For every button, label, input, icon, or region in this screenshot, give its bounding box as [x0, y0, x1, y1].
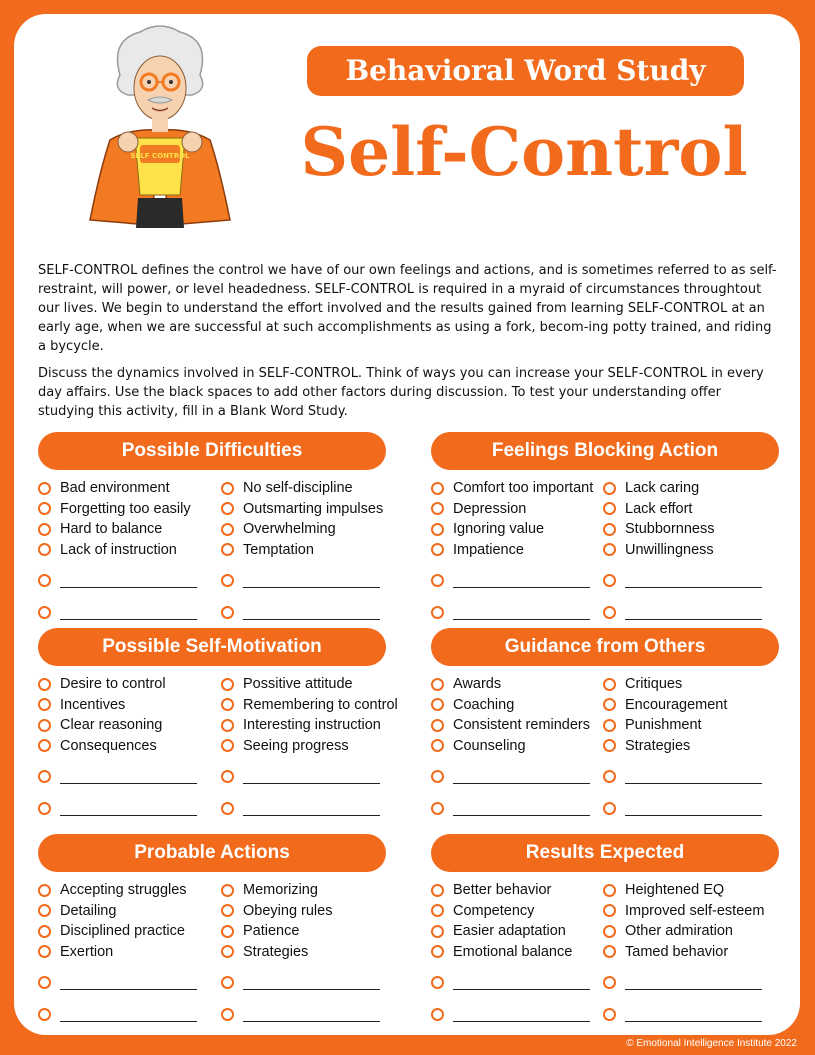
blank-entry[interactable] — [38, 976, 197, 990]
checkbox-circle-icon[interactable] — [38, 678, 51, 691]
checklist-item-label: Forgetting too easily — [60, 500, 191, 517]
checklist-item[interactable] — [431, 736, 590, 757]
section-header: Feelings Blocking Action — [431, 432, 779, 470]
checklist-item[interactable] — [38, 519, 191, 540]
checklist-item[interactable] — [431, 499, 593, 520]
checkbox-circle-icon[interactable] — [38, 543, 51, 556]
checklist-item[interactable] — [603, 736, 727, 757]
checklist-item-label: Lack effort — [625, 500, 693, 517]
blank-entry[interactable] — [221, 770, 380, 784]
checklist — [38, 674, 398, 764]
checkbox-circle-icon[interactable] — [221, 482, 234, 495]
section-header: Probable Actions — [38, 834, 386, 872]
checklist-item-label: Clear reasoning — [60, 717, 163, 734]
checkbox-circle-icon[interactable] — [221, 678, 234, 691]
checklist-item[interactable] — [603, 674, 727, 695]
checkbox-circle-icon[interactable] — [38, 523, 51, 536]
checkbox-circle-icon[interactable] — [431, 802, 444, 815]
checklist-item-label: No self-discipline — [243, 480, 353, 497]
blank-entry[interactable] — [221, 976, 380, 990]
blank-entry[interactable] — [221, 1008, 380, 1022]
blank-entry[interactable] — [221, 802, 380, 816]
checklist-item-label: Encouragement — [625, 696, 728, 713]
checkbox-circle-icon[interactable] — [431, 770, 444, 783]
section-possible-self-motivation — [38, 628, 398, 828]
intro-paragraph-1: SELF-CONTROL defines the control we have of our own feelings and actions, and is sometimes referred to as self-restraint, will power, or level headedness. SELF-CONTROL is required in a myraid of circumstances throughtout our lives. We begin to understand the effort involved and the results gained from learning SELF-CONTROL at an early age, when we are successful at such accomplishments as using a fork, becom-ing potty trained, and riding a bycycle. — [38, 263, 777, 354]
checklist-item[interactable] — [221, 695, 398, 716]
section-header: Possible Self-Motivation — [38, 628, 386, 666]
checklist-item[interactable] — [221, 540, 383, 561]
checklist-item[interactable] — [431, 942, 572, 963]
blank-entry[interactable] — [38, 802, 197, 816]
section-feelings-blocking-action — [431, 432, 779, 632]
checkbox-circle-icon[interactable] — [221, 976, 234, 989]
checklist-item-label: Competency — [453, 902, 535, 919]
checkbox-circle-icon[interactable] — [38, 719, 51, 732]
checklist-item[interactable] — [431, 540, 593, 561]
checkbox-circle-icon[interactable] — [38, 698, 51, 711]
checklist-item[interactable] — [431, 695, 590, 716]
intro-text — [38, 261, 778, 429]
checklist-item-label: Consistent reminders — [453, 717, 590, 734]
blank-entry[interactable] — [38, 1008, 197, 1022]
checkbox-circle-icon[interactable] — [431, 925, 444, 938]
blank-line-field[interactable] — [243, 802, 380, 816]
checklist — [431, 478, 779, 568]
checklist-column-left — [38, 478, 191, 560]
checkbox-circle-icon[interactable] — [603, 1008, 616, 1021]
blank-entry[interactable] — [431, 770, 590, 784]
checkbox-circle-icon[interactable] — [431, 1008, 444, 1021]
blank-line-field[interactable] — [60, 976, 197, 990]
checklist-item-label: Easier adaptation — [453, 923, 566, 940]
blank-entry-row — [431, 1002, 779, 1034]
checkbox-circle-icon[interactable] — [431, 678, 444, 691]
blank-line-field[interactable] — [453, 574, 590, 588]
checkbox-circle-icon[interactable] — [38, 502, 51, 515]
checkbox-circle-icon[interactable] — [221, 1008, 234, 1021]
checklist-item-label: Unwillingness — [625, 541, 714, 558]
checkbox-circle-icon[interactable] — [431, 543, 444, 556]
checklist-item-label: Improved self-esteem — [625, 902, 765, 919]
checklist-item-label: Accepting struggles — [60, 882, 187, 899]
blank-entry[interactable] — [603, 1008, 762, 1022]
blank-line-field[interactable] — [60, 770, 197, 784]
blank-line-field[interactable] — [453, 770, 590, 784]
blank-entry[interactable] — [431, 802, 590, 816]
checklist-item[interactable] — [221, 715, 398, 736]
checklist-item-label: Remembering to control — [243, 696, 398, 713]
checkbox-circle-icon[interactable] — [603, 770, 616, 783]
blank-entry[interactable] — [431, 606, 590, 620]
blank-line-field[interactable] — [625, 976, 762, 990]
checkbox-circle-icon[interactable] — [38, 802, 51, 815]
checklist-item[interactable] — [431, 901, 572, 922]
checkbox-circle-icon[interactable] — [431, 502, 444, 515]
checklist-item-label: Impatience — [453, 541, 524, 558]
blank-line-field[interactable] — [60, 1008, 197, 1022]
checklist-item[interactable] — [603, 499, 714, 520]
blank-line-field[interactable] — [625, 802, 762, 816]
checklist-item[interactable] — [221, 880, 332, 901]
blank-line-field[interactable] — [243, 574, 380, 588]
checkbox-circle-icon[interactable] — [221, 523, 234, 536]
checklist-item[interactable] — [221, 478, 383, 499]
checklist-item-label: Patience — [243, 923, 300, 940]
checklist — [431, 674, 779, 764]
blank-entry[interactable] — [431, 976, 590, 990]
blank-entry[interactable] — [221, 606, 380, 620]
blank-line-field[interactable] — [60, 606, 197, 620]
blank-line-field[interactable] — [243, 1008, 380, 1022]
checklist-item[interactable] — [38, 695, 166, 716]
checkbox-circle-icon[interactable] — [221, 904, 234, 917]
checklist-item-label: Memorizing — [243, 882, 318, 899]
checklist-item[interactable] — [221, 901, 332, 922]
worksheet-page — [14, 14, 800, 1035]
checkbox-circle-icon[interactable] — [431, 482, 444, 495]
checkbox-circle-icon[interactable] — [431, 574, 444, 587]
checklist-item[interactable] — [221, 499, 383, 520]
blank-entry[interactable] — [431, 574, 590, 588]
checklist-column-left — [38, 880, 187, 962]
checklist-item[interactable] — [431, 880, 572, 901]
checkbox-circle-icon[interactable] — [431, 523, 444, 536]
checkbox-circle-icon[interactable] — [431, 976, 444, 989]
checkbox-circle-icon[interactable] — [221, 925, 234, 938]
checklist-item[interactable] — [38, 942, 187, 963]
checkbox-circle-icon[interactable] — [603, 739, 616, 752]
checkbox-circle-icon[interactable] — [221, 502, 234, 515]
checkbox-circle-icon[interactable] — [221, 739, 234, 752]
checklist-column-left — [38, 674, 166, 756]
checklist-item[interactable] — [431, 674, 590, 695]
blank-entry[interactable] — [431, 1008, 590, 1022]
checklist-item-label: Consequences — [60, 737, 157, 754]
checklist-item[interactable] — [603, 519, 714, 540]
checklist-item-label: Incentives — [60, 696, 126, 713]
checklist-item-label: Comfort too important — [453, 480, 594, 497]
checklist-item-label: Ignoring value — [453, 521, 545, 538]
checklist-item-label: Overwhelming — [243, 521, 336, 538]
checklist-item[interactable] — [38, 499, 191, 520]
checklist-item[interactable] — [431, 519, 593, 540]
mascot-shirt-text: SELF CONTROL — [130, 152, 190, 160]
checkbox-circle-icon[interactable] — [221, 698, 234, 711]
checkbox-circle-icon[interactable] — [221, 945, 234, 958]
checkbox-circle-icon[interactable] — [38, 904, 51, 917]
blank-line-field[interactable] — [453, 802, 590, 816]
checklist-column-left — [431, 880, 572, 962]
checklist-item[interactable] — [431, 478, 593, 499]
checkbox-circle-icon[interactable] — [603, 678, 616, 691]
checklist-item-label: Detailing — [60, 902, 117, 919]
checkbox-circle-icon[interactable] — [221, 574, 234, 587]
checkbox-circle-icon[interactable] — [603, 976, 616, 989]
checklist-item-label: Outsmarting impulses — [243, 500, 384, 517]
checklist-item-label: Awards — [453, 676, 502, 693]
checklist-column-right — [603, 674, 727, 756]
checkbox-circle-icon[interactable] — [38, 945, 51, 958]
blank-line-field[interactable] — [625, 1008, 762, 1022]
checklist-item-label: Emotional balance — [453, 943, 573, 960]
checkbox-circle-icon[interactable] — [38, 482, 51, 495]
blank-entry-row — [38, 764, 386, 796]
checklist-item[interactable] — [431, 715, 590, 736]
checklist-item-label: Coaching — [453, 696, 515, 713]
checklist-item-label: Punishment — [625, 717, 702, 734]
section-probable-actions — [38, 834, 386, 1034]
blank-line-field[interactable] — [625, 606, 762, 620]
blank-line-field[interactable] — [625, 574, 762, 588]
blank-entry-row — [38, 1002, 386, 1034]
blank-entry[interactable] — [38, 770, 197, 784]
checkbox-circle-icon[interactable] — [221, 606, 234, 619]
checklist-item-label: Heightened EQ — [625, 882, 725, 899]
checkbox-circle-icon[interactable] — [38, 925, 51, 938]
blank-line-field[interactable] — [243, 606, 380, 620]
section-header: Guidance from Others — [431, 628, 779, 666]
blank-line-field[interactable] — [243, 976, 380, 990]
checklist-item[interactable] — [603, 880, 764, 901]
blank-entry[interactable] — [603, 802, 762, 816]
checklist-item[interactable] — [38, 880, 187, 901]
checklist-column-right — [603, 478, 714, 560]
checkbox-circle-icon[interactable] — [38, 770, 51, 783]
checkbox-circle-icon[interactable] — [603, 574, 616, 587]
blank-entry-row — [38, 796, 386, 828]
checkbox-circle-icon[interactable] — [431, 719, 444, 732]
blank-line-field[interactable] — [60, 802, 197, 816]
checklist-column-left — [431, 674, 590, 756]
checkbox-circle-icon[interactable] — [603, 523, 616, 536]
checklist-item-label: Stubbornness — [625, 521, 715, 538]
checklist-item[interactable] — [603, 695, 727, 716]
checklist-item[interactable] — [38, 674, 166, 695]
blank-entry[interactable] — [603, 976, 762, 990]
checkbox-circle-icon[interactable] — [38, 606, 51, 619]
checkbox-circle-icon[interactable] — [38, 574, 51, 587]
checklist-item[interactable] — [38, 478, 191, 499]
checklist — [38, 478, 386, 568]
checklist-item[interactable] — [38, 715, 166, 736]
checkbox-circle-icon[interactable] — [431, 945, 444, 958]
checkbox-circle-icon[interactable] — [38, 739, 51, 752]
checklist-item-label: Critiques — [625, 676, 683, 693]
section-header: Results Expected — [431, 834, 779, 872]
checklist-item-label: Obeying rules — [243, 902, 333, 919]
checklist-item[interactable] — [38, 540, 191, 561]
checkbox-circle-icon[interactable] — [38, 1008, 51, 1021]
checklist-item[interactable] — [603, 921, 764, 942]
checklist-item-label: Lack of instruction — [60, 541, 177, 558]
checklist-item-label: Desire to control — [60, 676, 166, 693]
subtitle-banner: Behavioral Word Study — [307, 46, 744, 96]
checklist-item-label: Depression — [453, 500, 527, 517]
checklist-item[interactable] — [221, 921, 332, 942]
blank-line-field[interactable] — [453, 606, 590, 620]
checklist-item-label: Lack caring — [625, 480, 700, 497]
checkbox-circle-icon[interactable] — [603, 925, 616, 938]
checkbox-circle-icon[interactable] — [221, 543, 234, 556]
section-header: Possible Difficulties — [38, 432, 386, 470]
checklist-item-label: Exertion — [60, 943, 114, 960]
checklist-column-right — [603, 880, 764, 962]
blank-entry-row — [38, 568, 386, 600]
checklist-item[interactable] — [603, 942, 764, 963]
blank-entry[interactable] — [221, 574, 380, 588]
checkbox-circle-icon[interactable] — [603, 945, 616, 958]
checkbox-circle-icon[interactable] — [221, 719, 234, 732]
checkbox-circle-icon[interactable] — [431, 606, 444, 619]
checkbox-circle-icon[interactable] — [221, 770, 234, 783]
blank-entry[interactable] — [38, 606, 197, 620]
blank-entry[interactable] — [603, 606, 762, 620]
checklist-column-right — [221, 674, 398, 756]
blank-entry[interactable] — [603, 574, 762, 588]
checkbox-circle-icon[interactable] — [221, 884, 234, 897]
page-title: Self-Control — [300, 113, 748, 191]
checklist-item-label: Temptation — [243, 541, 314, 558]
blank-line-field[interactable] — [453, 1008, 590, 1022]
checklist-item-label: Tamed behavior — [625, 943, 729, 960]
section-possible-difficulties — [38, 432, 386, 632]
checklist-item-label: Strategies — [625, 737, 691, 754]
checkbox-circle-icon[interactable] — [431, 698, 444, 711]
blank-entry-row — [431, 568, 779, 600]
checklist-item[interactable] — [603, 901, 764, 922]
checklist-item[interactable] — [603, 478, 714, 499]
section-guidance-from-others — [431, 628, 779, 828]
checklist-item-label: Strategies — [243, 943, 309, 960]
checklist — [38, 880, 386, 970]
checklist-item-label: Bad environment — [60, 480, 170, 497]
checklist-item[interactable] — [221, 942, 332, 963]
checklist-item[interactable] — [431, 921, 572, 942]
checkbox-circle-icon[interactable] — [603, 802, 616, 815]
checklist-column-right — [221, 880, 332, 962]
checkbox-circle-icon[interactable] — [603, 543, 616, 556]
blank-entry-row — [38, 970, 386, 1002]
checklist-item[interactable] — [38, 921, 187, 942]
checkbox-circle-icon[interactable] — [38, 976, 51, 989]
blank-entry[interactable] — [38, 574, 197, 588]
blank-entry-row — [431, 764, 779, 796]
mascot-illustration — [80, 20, 240, 228]
blank-line-field[interactable] — [243, 770, 380, 784]
checklist-item-label: Better behavior — [453, 882, 552, 899]
checkbox-circle-icon[interactable] — [603, 719, 616, 732]
checkbox-circle-icon[interactable] — [431, 739, 444, 752]
checkbox-circle-icon[interactable] — [431, 904, 444, 917]
checkbox-circle-icon[interactable] — [603, 698, 616, 711]
blank-entry-row — [431, 796, 779, 828]
checkbox-circle-icon[interactable] — [221, 802, 234, 815]
checklist-item-label: Seeing progress — [243, 737, 349, 754]
checklist — [431, 880, 779, 970]
checklist-item-label: Disciplined practice — [60, 923, 185, 940]
blank-line-field[interactable] — [625, 770, 762, 784]
checkbox-circle-icon[interactable] — [38, 884, 51, 897]
checklist-item[interactable] — [221, 736, 398, 757]
checklist-item[interactable] — [221, 674, 398, 695]
checkbox-circle-icon[interactable] — [603, 606, 616, 619]
blank-entry-row — [431, 970, 779, 1002]
checkbox-circle-icon[interactable] — [603, 482, 616, 495]
checkbox-circle-icon[interactable] — [431, 884, 444, 897]
checklist-item-label: Hard to balance — [60, 521, 163, 538]
copyright-notice: © Emotional Intelligence Institute 2022 — [626, 1038, 797, 1049]
intro-paragraph-2: Discuss the dynamics involved in SELF-CONTROL. Think of ways you can increase your SELF-CONTROL in every day affairs. Use the black spaces to add other factors during discussion. To test your understanding offer studying this activity, fill in a Blank Word Study. — [38, 366, 764, 419]
section-results-expected — [431, 834, 779, 1034]
blank-line-field[interactable] — [60, 574, 197, 588]
checkbox-circle-icon[interactable] — [603, 884, 616, 897]
checklist-column-left — [431, 478, 593, 560]
checkbox-circle-icon[interactable] — [603, 904, 616, 917]
checklist-item-label: Counseling — [453, 737, 526, 754]
checklist-item[interactable] — [603, 540, 714, 561]
checklist-item-label: Interesting instruction — [243, 717, 381, 734]
checklist-item[interactable] — [221, 519, 383, 540]
checkbox-circle-icon[interactable] — [603, 502, 616, 515]
checklist-item[interactable] — [38, 736, 166, 757]
checklist-item[interactable] — [38, 901, 187, 922]
blank-entry[interactable] — [603, 770, 762, 784]
checklist-item[interactable] — [603, 715, 727, 736]
checklist-item-label: Other admiration — [625, 923, 733, 940]
blank-line-field[interactable] — [453, 976, 590, 990]
checklist-item-label: Possitive attitude — [243, 676, 353, 693]
checklist-column-right — [221, 478, 383, 560]
